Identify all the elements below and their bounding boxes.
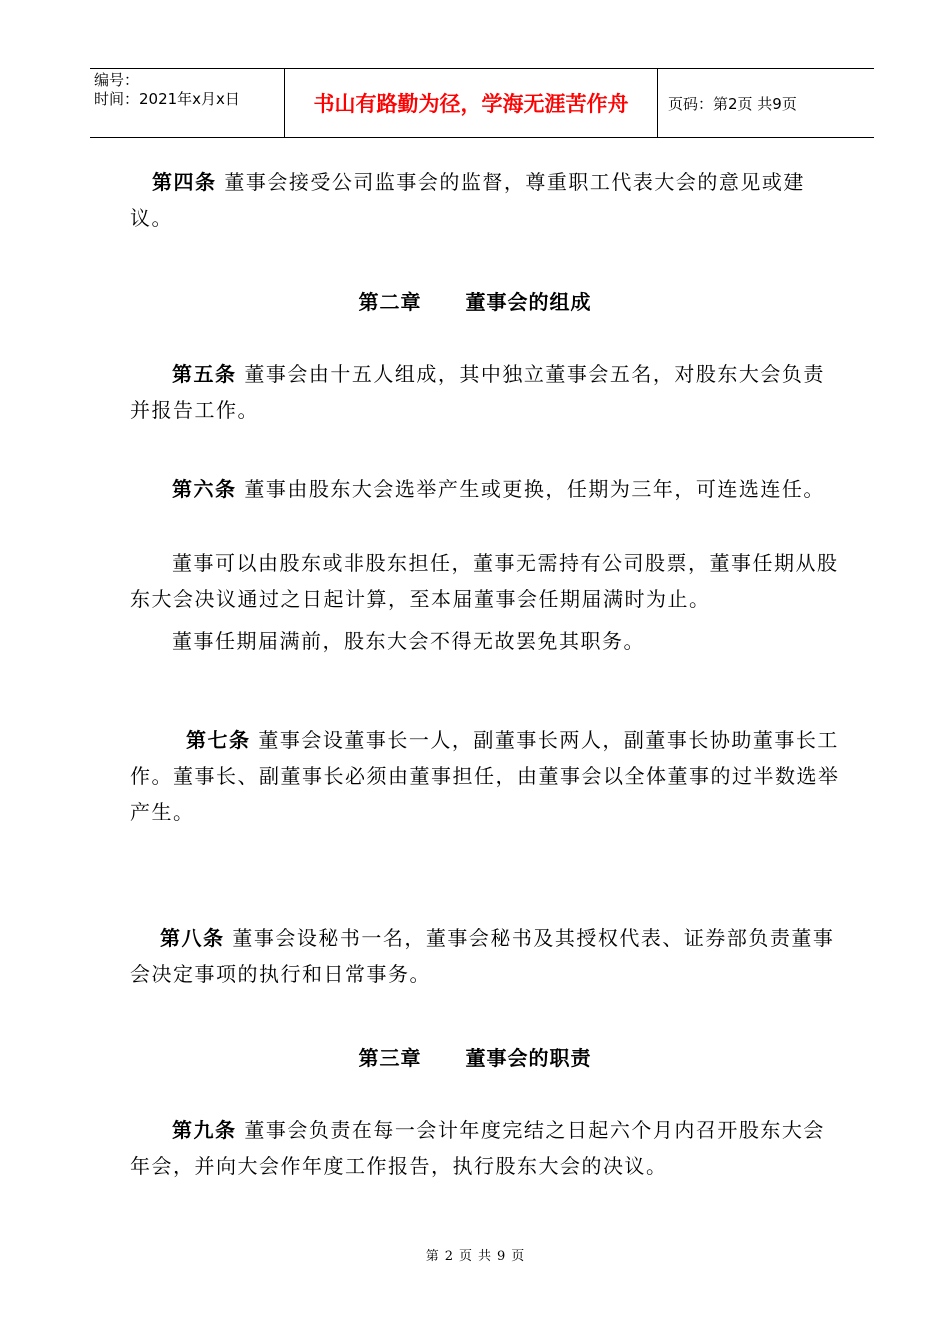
chapter-3-heading [0, 1042, 950, 1071]
article-8 [130, 920, 840, 992]
footer-total-pages: 9 [497, 1249, 506, 1264]
page-footer [0, 1245, 950, 1264]
chapter-3-number: 第三章 [358, 1046, 422, 1070]
article-7 [130, 722, 840, 830]
article-6-title: 第六条 [172, 477, 237, 501]
article-5-title: 第五条 [172, 362, 237, 386]
footer-di: 第 [425, 1249, 439, 1264]
article-5-text: 董事会由十五人组成，其中独立董事会五名，对股东大会负责并报告工作。 [130, 362, 825, 422]
article-9 [130, 1112, 840, 1184]
footer-gong: 共 [478, 1249, 492, 1264]
chapter-2-number: 第二章 [358, 290, 422, 314]
chapter-3-name: 董事会的职责 [465, 1046, 592, 1070]
article-4 [130, 164, 840, 236]
chapter-2-name: 董事会的组成 [465, 290, 592, 314]
article-6-paragraph-3: 董事任期届满前，股东大会不得无故罢免其职务。 [172, 629, 645, 653]
article-5 [130, 356, 840, 428]
header-motto: 书山有路勤为径，学海无涯苦作舟 [285, 69, 658, 137]
article-6 [130, 471, 840, 507]
footer-ye-2: 页 [511, 1249, 525, 1264]
article-4-text: 董事会接受公司监事会的监督，尊重职工代表大会的意见或建议。 [130, 170, 805, 230]
article-9-title: 第九条 [172, 1118, 237, 1142]
document-time-label: 时间：2021年x月x日 [94, 90, 240, 108]
article-7-text: 董事会设董事长一人，副董事长两人，副董事长协助董事长工作。董事长、副董事长必须由董事担任，由董事会以全体董事的过半数选举产生。 [130, 728, 840, 824]
page-header [90, 68, 874, 138]
article-6-text: 董事由股东大会选举产生或更换，任期为三年，可连选连任。 [244, 477, 825, 501]
article-8-text: 董事会设秘书一名，董事会秘书及其授权代表、证券部负责董事会决定事项的执行和日常事务。 [130, 926, 835, 986]
article-4-title: 第四条 [152, 170, 217, 194]
header-page-label: 页码：第2页 共9页 [668, 94, 797, 113]
article-6-paragraph-2: 董事可以由股东或非股东担任，董事无需持有公司股票，董事任期从股东大会决议通过之日起计算，至本届董事会任期届满时为止。 [130, 551, 839, 611]
article-9-text: 董事会负责在每一会计年度完结之日起六个月内召开股东大会年会，并向大会作年度工作报告，执行股东大会的决议。 [130, 1118, 825, 1178]
footer-ye: 页 [458, 1249, 472, 1264]
article-7-title: 第七条 [186, 728, 251, 752]
footer-page-number: 2 [444, 1249, 453, 1264]
header-meta [90, 69, 285, 137]
document-number-label: 编号： [94, 71, 140, 89]
chapter-2-heading [0, 286, 950, 315]
article-8-title: 第八条 [160, 926, 225, 950]
